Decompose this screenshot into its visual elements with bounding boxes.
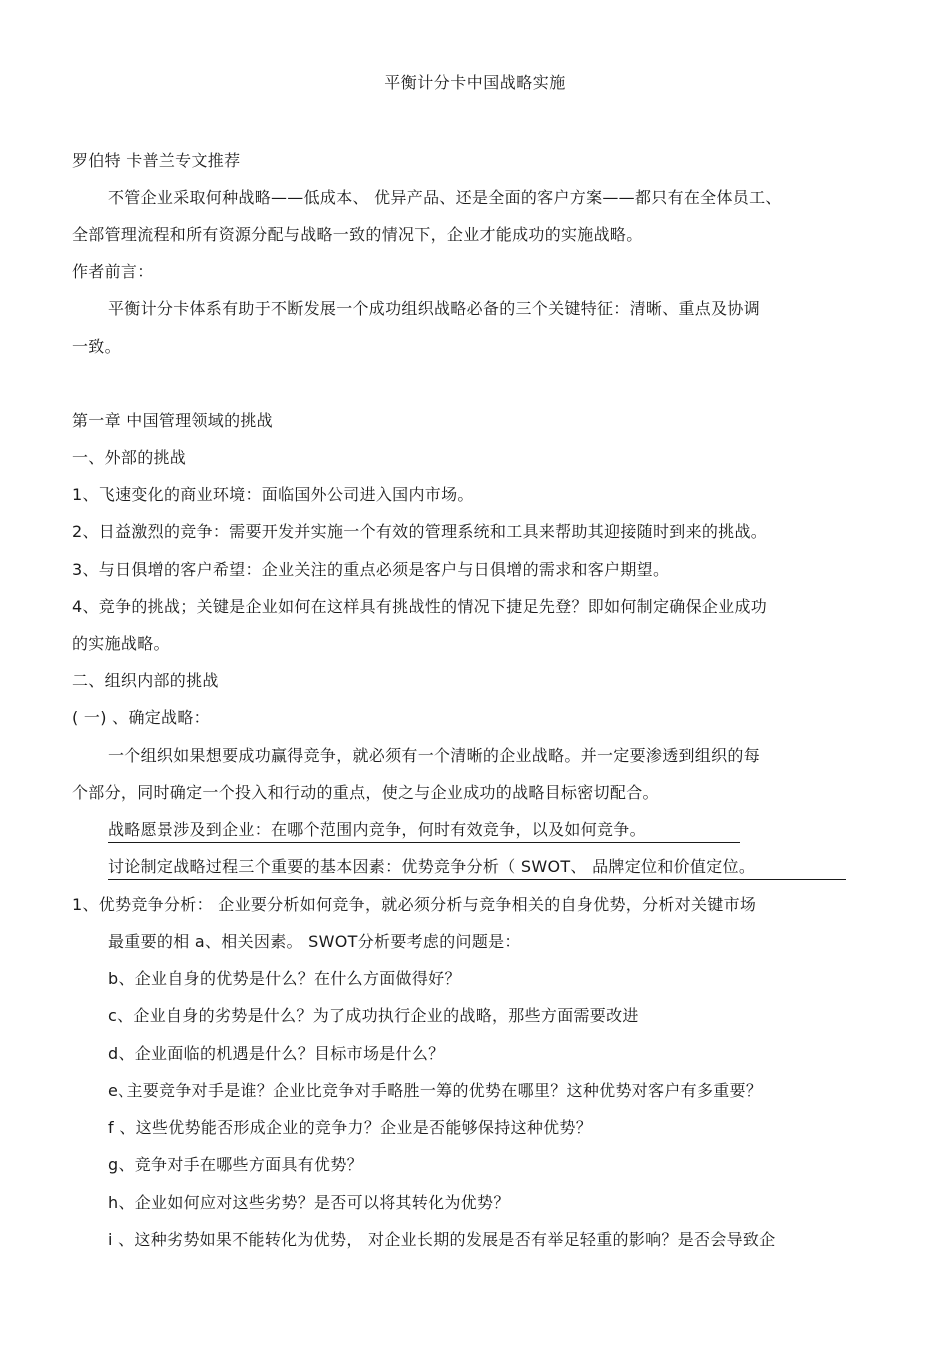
list-item: 1、优势竞争分析： 企业要分析如何竞争，就必须分析与竞争相关的自身优势，分析对关键市场 [72,895,757,914]
list-item: 1、飞速变化的商业环境：面临国外公司进入国内市场。 [72,485,474,504]
page-title: 平衡计分卡中国战略实施 [384,73,566,92]
paragraph-line: 全部管理流程和所有资源分配与战略一致的情况下，企业才能成功的实施战略。 [72,225,643,244]
paragraph-line: 平衡计分卡体系有助于不断发展一个成功组织战略必备的三个关键特征：清晰、重点及协调 [108,299,761,318]
chapter-heading: 第一章 中国管理领域的挑战 [72,411,273,430]
underlined-line: 讨论制定战略过程三个重要的基本因素：优势竞争分析（ SWOT、 品牌定位和价值定位。 [108,856,846,880]
underlined-line: 战略愿景涉及到企业：在哪个范围内竞争，何时有效竞争，以及如何竞争。 [108,819,740,843]
section-heading: 作者前言： [72,262,154,281]
list-item: 最重要的相 a、相关因素。 SWOT分析要考虑的问题是： [108,932,521,951]
list-item: h、企业如何应对这些劣势？是否可以将其转化为优势？ [108,1193,510,1212]
list-item: f 、这些优势能否形成企业的竞争力？企业是否能够保持这种优势？ [108,1118,593,1137]
list-item: 4、竞争的挑战；关键是企业如何在这样具有挑战性的情况下捷足先登？即如何制定确保企业成功 [72,597,768,616]
list-item: d、企业面临的机遇是什么？目标市场是什么？ [108,1044,445,1063]
list-item: 的实施战略。 [72,634,170,653]
list-item: 2、日益激烈的竞争：需要开发并实施一个有效的管理系统和工具来帮助其迎接随时到来的挑战。 [72,522,768,541]
subsection-heading: ( 一) 、确定战略： [72,708,210,727]
list-item: c、企业自身的劣势是什么？为了成功执行企业的战略，那些方面需要改进 [108,1006,639,1025]
list-item: e､主要竞争对手是谁？企业比竞争对手略胜一筹的优势在哪里？这种优势对客户有多重要？ [108,1081,763,1100]
author-recommendation: 罗伯特 卡普兰专文推荐 [72,151,241,170]
list-item: g、竞争对手在哪些方面具有优势？ [108,1155,363,1174]
section-heading: 一、外部的挑战 [72,448,187,467]
list-item: b、企业自身的优势是什么？在什么方面做得好？ [108,969,461,988]
section-heading: 二、组织内部的挑战 [72,671,219,690]
paragraph-line: 一致。 [72,337,121,356]
paragraph-line: 个部分，同时确定一个投入和行动的重点，使之与企业成功的战略目标密切配合。 [72,783,659,802]
list-item: 3、与日俱增的客户希望：企业关注的重点必须是客户与日俱增的需求和客户期望。 [72,560,670,579]
paragraph-line: 不管企业采取何种战略——低成本、 优异产品、还是全面的客户方案——都只有在全体员工、 [108,188,782,207]
paragraph-line: 一个组织如果想要成功赢得竞争，就必须有一个清晰的企业战略。并一定要渗透到组织的每 [108,746,761,765]
list-item: i 、这种劣势如果不能转化为优势， 对企业长期的发展是否有举足轻重的影响？是否会导致企 [108,1230,776,1249]
